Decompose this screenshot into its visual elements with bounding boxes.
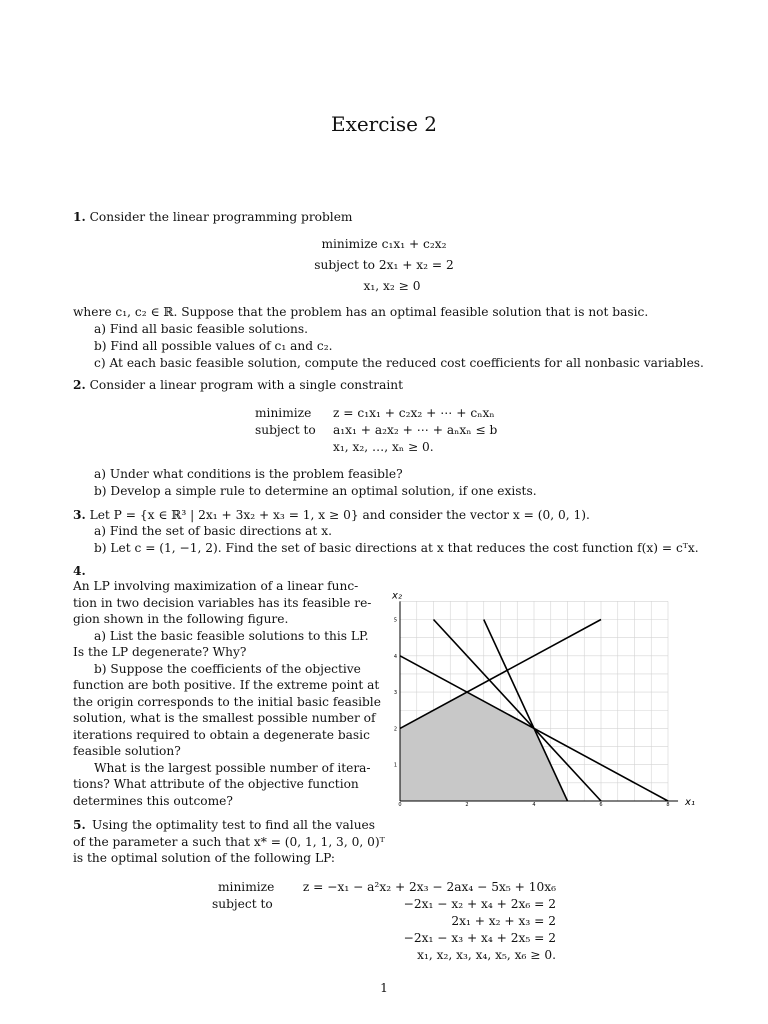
problem-5-objective: z = −x₁ − a²x₂ + 2x₃ − 2ax₄ − 5x₅ + 10x₆: [302, 880, 556, 894]
problem-5-constraint-1: −2x₁ − x₂ + x₄ + 2x₆ = 2: [403, 897, 556, 911]
x-axis-label: x₁: [685, 797, 695, 808]
problem-5-line: of the parameter a such that x* = (0, 1, 1, 3, 0, 0)ᵀ: [73, 834, 385, 849]
feasible-region-chart: [380, 590, 700, 812]
problem-2-constraint: a₁x₁ + a₂x₂ + ⋯ + aₙxₙ ≤ b: [333, 423, 498, 437]
problem-1-part-c: c) At each basic feasible solution, compute the reduced cost coefficients for all nonbasic variables.: [94, 356, 704, 370]
problem-4-line: feasible solution?: [73, 744, 181, 758]
problem-1-intro: [73, 209, 352, 226]
problem-4-number: 4.: [73, 564, 86, 578]
problem-4-part-b: b) Suppose the coefficients of the objective: [94, 661, 361, 676]
y-tick-label: 4: [393, 653, 397, 660]
x-tick-label: 8: [666, 802, 670, 808]
problem-5-constraint-2: 2x₁ + x₂ + x₃ = 2: [451, 914, 556, 928]
problem-4-line: determines this outcome?: [73, 793, 233, 808]
y-tick-label: 1: [393, 762, 397, 769]
problem-5-number: 5.: [73, 818, 86, 832]
problem-4-line: tion in two decision variables has its feasible re-: [73, 595, 372, 610]
problem-3-part-a: a) Find the set of basic directions at x.: [94, 524, 332, 538]
x-tick-label: 2: [465, 802, 469, 808]
x-tick-label: 6: [599, 802, 603, 808]
x-tick-label: 0: [398, 802, 402, 808]
problem-1-number: 1.: [73, 210, 86, 224]
problem-2-lhs-minimize: minimize: [255, 406, 312, 420]
problem-4-line: What is the largest possible number of itera-: [94, 760, 371, 775]
problem-2-part-b: b) Develop a simple rule to determine an optimal solution, if one exists.: [94, 484, 537, 498]
problem-2-nonneg: x₁, x₂, …, xₙ ≥ 0.: [333, 440, 434, 454]
problem-1-part-a: a) Find all basic feasible solutions.: [94, 322, 309, 336]
problem-5-line: is the optimal solution of the following LP:: [73, 851, 335, 865]
problem-5-nonneg: x₁, x₂, x₃, x₄, x₅, x₆ ≥ 0.: [417, 948, 556, 962]
problem-2-objective: z = c₁x₁ + c₂x₂ + ⋯ + cₙxₙ: [333, 406, 495, 420]
problem-5-lhs-minimize: minimize: [218, 880, 275, 894]
problem-4-line: gion shown in the following figure.: [73, 612, 289, 626]
problem-4-line: tions? What attribute of the objective function: [73, 777, 359, 791]
problem-4-line: function are both positive. If the extreme point at: [73, 678, 380, 692]
problem-5-lhs-subject-to: subject to: [212, 897, 273, 911]
problem-4-line: An LP involving maximization of a linear func-: [73, 579, 359, 593]
problem-5-line: Using the optimality test to find all the values: [92, 818, 376, 832]
problem-3-intro-text: Let P = {x ∈ ℝ³ | 2x₁ + 3x₂ + x₃ = 1, x ≥ 0} and consider the vector x = (0, 0, 1).: [89, 508, 590, 522]
problem-1-intro-text: Consider the linear programming problem: [89, 210, 353, 224]
x-tick-label: 4: [532, 802, 536, 808]
y-axis-label: x₂: [392, 590, 402, 602]
y-tick-label: 2: [393, 726, 397, 733]
problem-4-line: iterations required to obtain a degenerate basic: [73, 727, 370, 742]
page-number: 1: [380, 981, 388, 995]
problem-3-part-b: b) Let c = (1, −1, 2). Find the set of basic directions at x that reduces the cost function f(x) = cᵀx.: [94, 541, 699, 555]
problem-2-intro: [73, 377, 403, 394]
y-tick-label: 5: [393, 617, 397, 624]
problem-4-part-a: a) List the basic feasible solutions to this LP.: [94, 628, 369, 643]
page-title: Exercise 2: [330, 112, 438, 136]
problem-3-number: 3.: [73, 508, 86, 522]
problem-4-line: solution, what is the smallest possible number of: [73, 711, 376, 725]
problem-2-number: 2.: [73, 378, 86, 392]
problem-1-constraint: subject to 2x₁ + x₂ = 2: [314, 258, 454, 272]
problem-5-text: [73, 817, 385, 867]
problem-1-nonneg: x₁, x₂ ≥ 0: [363, 279, 421, 293]
y-tick-label: 3: [393, 690, 397, 697]
problem-1-objective: minimize c₁x₁ + c₂x₂: [321, 237, 447, 251]
problem-2-part-a: a) Under what conditions is the problem feasible?: [94, 467, 403, 481]
problem-2-lhs-subject-to: subject to: [255, 423, 316, 437]
problem-4-line: Is the LP degenerate? Why?: [73, 645, 247, 659]
problem-1-part-b: b) Find all possible values of c₁ and c₂.: [94, 339, 333, 353]
problem-1-where: where c₁, c₂ ∈ ℝ. Suppose that the problem has an optimal feasible solution that is not basic.: [73, 305, 649, 319]
problem-5-constraint-3: −2x₁ − x₃ + x₄ + 2x₅ = 2: [403, 931, 556, 945]
problem-3-intro: [73, 507, 590, 524]
problem-4-text: [73, 578, 381, 809]
problem-2-intro-text: Consider a linear program with a single constraint: [89, 378, 404, 392]
problem-4-line: the origin corresponds to the initial basic feasible: [73, 694, 381, 709]
